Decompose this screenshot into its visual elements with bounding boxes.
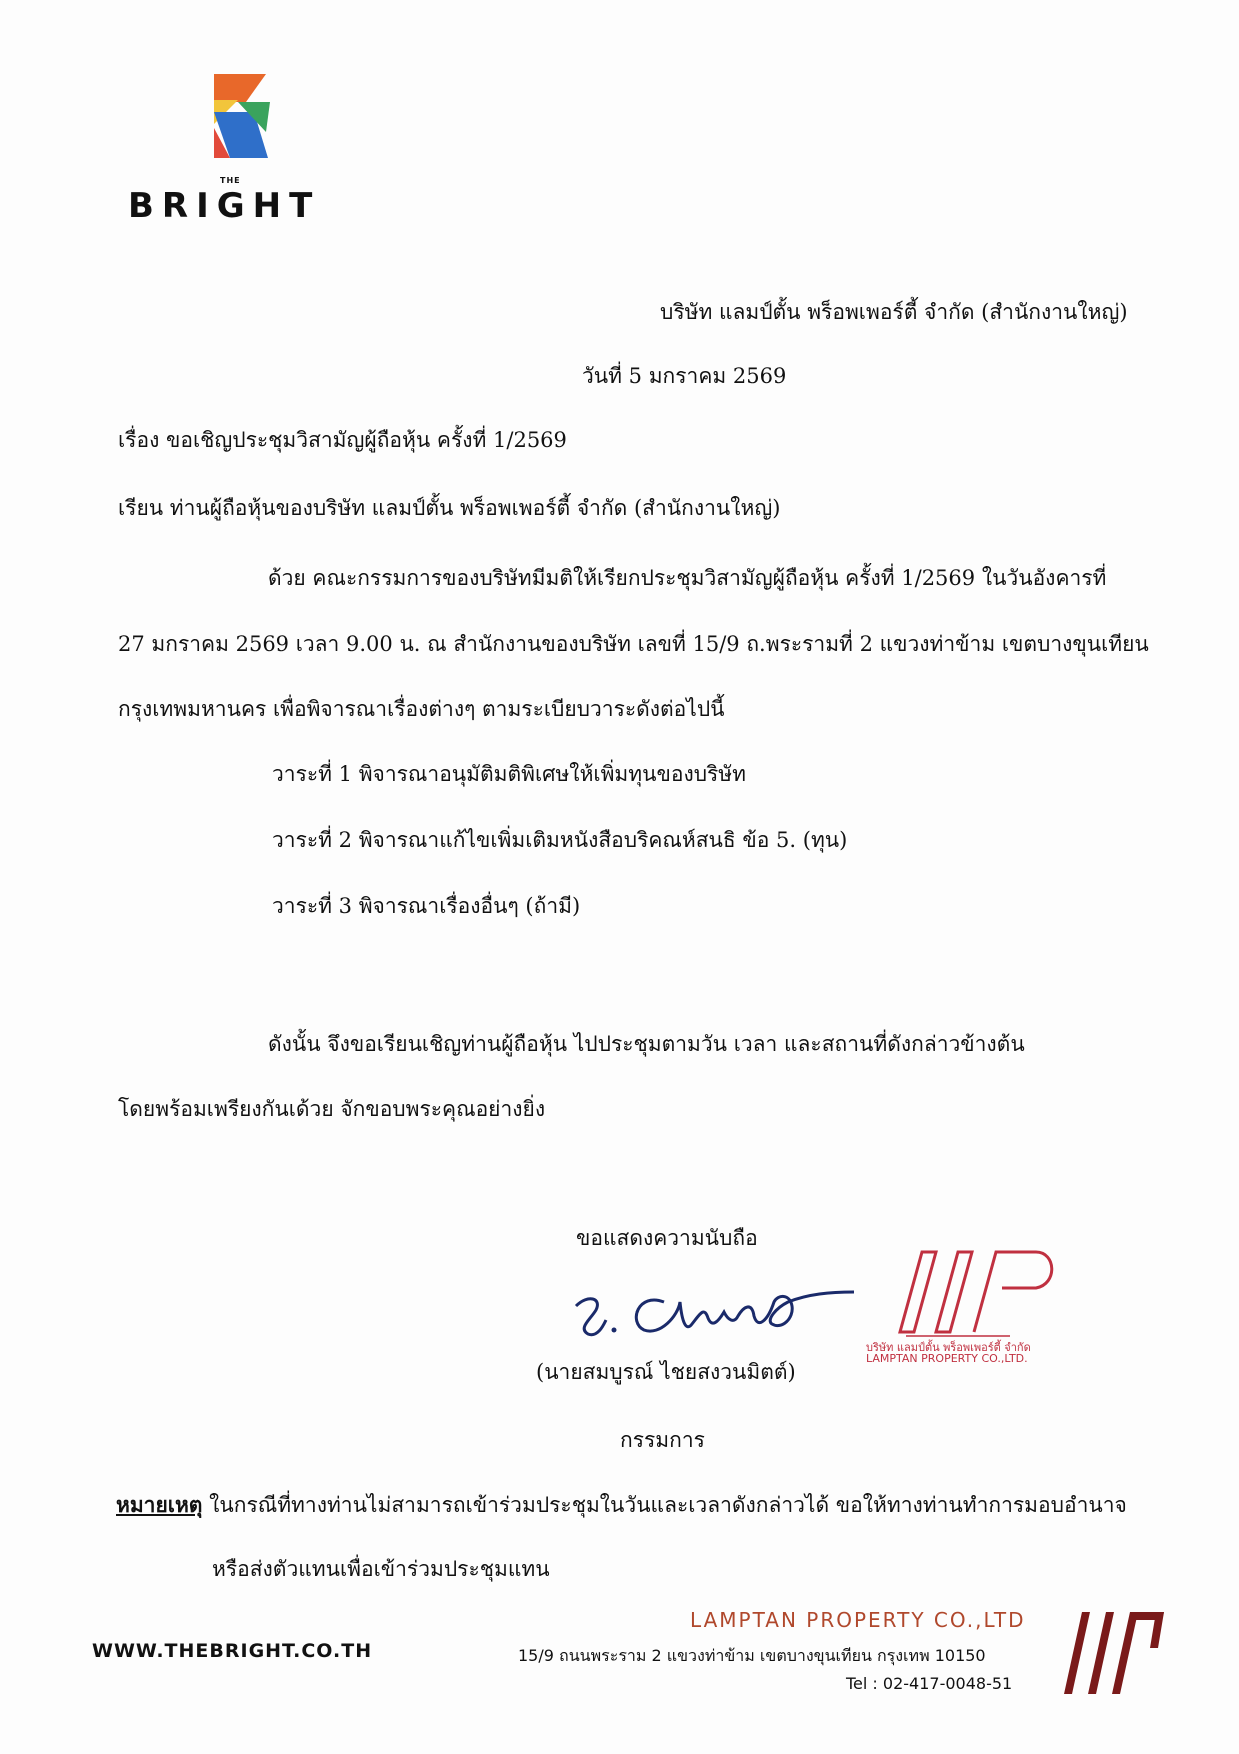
- body-paragraph-line: กรุงเทพมหานคร เพื่อพิจารณาเรื่องต่างๆ ตามระเบียบวาระดังต่อไปนี้: [118, 697, 725, 721]
- footer-company-name: LAMPTAN PROPERTY CO.,LTD: [690, 1608, 1026, 1632]
- signer-name: (นายสมบูรณ์ ไชยสงวนมิตต์): [536, 1360, 796, 1384]
- regards-line: ขอแสดงความนับถือ: [576, 1226, 758, 1250]
- body-paragraph-line: 27 มกราคม 2569 เวลา 9.00 น. ณ สำนักงานของบริษัท เลขที่ 15/9 ถ.พระรามที่ 2 แขวงท่าข้าม เขตบางขุนเทียน: [118, 632, 1149, 656]
- date-line: วันที่ 5 มกราคม 2569: [582, 364, 787, 388]
- signer-title: กรรมการ: [620, 1428, 705, 1452]
- telephone-label: Tel :: [846, 1674, 878, 1693]
- lamptan-logo-mark: [1058, 1608, 1168, 1696]
- footer-address: 15/9 ถนนพระราม 2 แขวงท่าข้าม เขตบางขุนเทียน กรุงเทพ 10150: [518, 1646, 986, 1665]
- remark-line-continued: หรือส่งตัวแทนเพื่อเข้าร่วมประชุมแทน: [212, 1557, 550, 1581]
- footer-telephone: [846, 1674, 1012, 1693]
- telephone-number: 02-417-0048-51: [882, 1674, 1013, 1693]
- brand-wordmark: BRIGHT: [128, 186, 321, 226]
- remark-label: หมายเหตุ: [116, 1492, 203, 1517]
- stamp-text-english: LAMPTAN PROPERTY CO.,LTD.: [866, 1352, 1028, 1365]
- closing-line: โดยพร้อมเพรียงกันเด้วย จักขอบพระคุณอย่างยิ่ง: [118, 1097, 546, 1121]
- stamp-text-thai: บริษัท แลมป์ตั้น พร็อพเพอร์ตี้ จำกัด: [866, 1341, 1031, 1354]
- footer-website: WWW.THEBRIGHT.CO.TH: [92, 1640, 373, 1662]
- agenda-item: วาระที่ 2 พิจารณาแก้ไขเพิ่มเติมหนังสือบริคณห์สนธิ ข้อ 5. (ทุน): [272, 828, 848, 852]
- brand-small-label: THE: [220, 176, 241, 185]
- company-header: บริษัท แลมป์ตั้น พร็อพเพอร์ตี้ จำกัด (สำนักงานใหญ่): [660, 300, 1128, 324]
- handwritten-signature: [568, 1272, 858, 1352]
- closing-line: ดังนั้น จึงขอเรียนเชิญท่านผู้ถือหุ้น ไปประชุมตามวัน เวลา และสถานที่ดังกล่าวข้างต้น: [268, 1032, 1025, 1056]
- agenda-item: วาระที่ 3 พิจารณาเรื่องอื่นๆ (ถ้ามี): [272, 894, 581, 918]
- the-bright-logo-mark: [210, 72, 270, 160]
- recipient-line: เรียน ท่านผู้ถือหุ้นของบริษัท แลมป์ตั้น พร็อพเพอร์ตี้ จำกัด (สำนักงานใหญ่): [118, 496, 781, 520]
- agenda-item: วาระที่ 1 พิจารณาอนุมัติมติพิเศษให้เพิ่มทุนของบริษัท: [272, 762, 746, 786]
- remark-line: [116, 1492, 1127, 1518]
- body-paragraph-line: ด้วย คณะกรรมการของบริษัทมีมติให้เรียกประชุมวิสามัญผู้ถือหุ้น ครั้งที่ 1/2569 ในวันอังคารที่: [268, 566, 1107, 590]
- remark-text: ในกรณีที่ทางท่านไม่สามารถเข้าร่วมประชุมในวันและเวลาดังกล่าวได้ ขอให้ทางท่านทำการมอบอำนาจ: [202, 1493, 1127, 1517]
- subject-line: เรื่อง ขอเชิญประชุมวิสามัญผู้ถือหุ้น ครั้งที่ 1/2569: [118, 428, 567, 452]
